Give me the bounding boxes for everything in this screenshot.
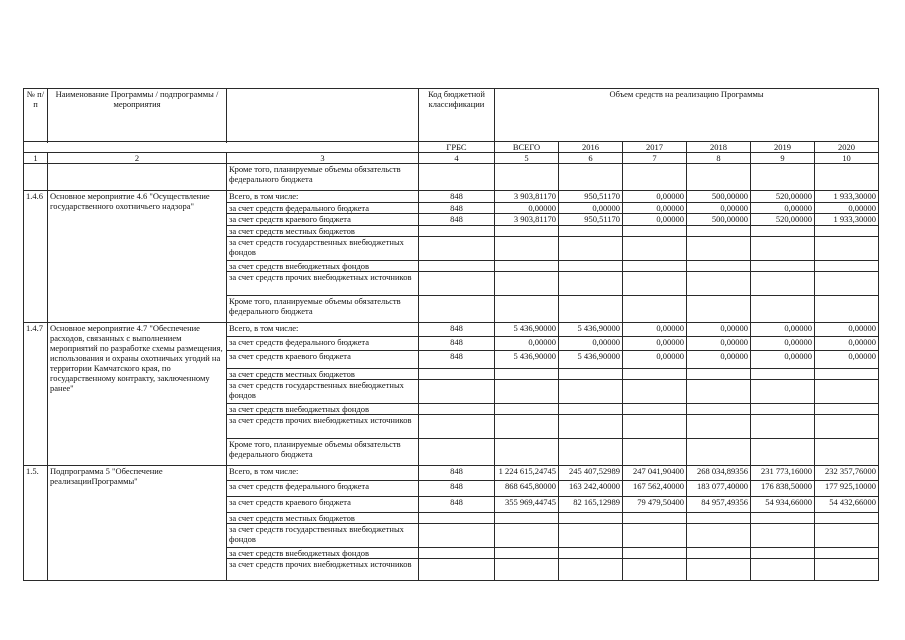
- row-label: за счет средств местных бюджетов: [227, 369, 419, 380]
- index-cell: 6: [559, 153, 623, 164]
- value-cell: 5 436,90000: [495, 351, 559, 369]
- value-cell: 231 773,16000: [751, 466, 815, 481]
- value-cell: 0,00000: [623, 203, 687, 214]
- value-cell: 0,00000: [623, 323, 687, 337]
- value-cell: 0,00000: [751, 351, 815, 369]
- value-cell: 0,00000: [495, 337, 559, 351]
- value-cell: 245 407,52989: [559, 466, 623, 481]
- value-cell: 54 432,66000: [815, 497, 879, 513]
- header-code: Код бюджетной классификации: [419, 89, 495, 142]
- header-2020: 2020: [815, 142, 879, 153]
- value-cell: 500,00000: [687, 214, 751, 226]
- header-2019: 2019: [751, 142, 815, 153]
- value-cell: 0,00000: [559, 337, 623, 351]
- value-cell: 1 933,30000: [815, 214, 879, 226]
- value-cell: 0,00000: [815, 337, 879, 351]
- value-cell: 176 838,50000: [751, 481, 815, 497]
- table-row: [24, 164, 879, 191]
- row-label: за счет средств внебюджетных фондов: [227, 261, 419, 272]
- value-cell: 950,51170: [559, 191, 623, 203]
- value-cell: 0,00000: [751, 337, 815, 351]
- header-name: Наименование Программы / подпрограммы / мероприятия: [48, 89, 227, 142]
- section-name: Подпрограмма 5 "Обеспечение реализацииПрограммы": [48, 466, 227, 581]
- value-cell: 0,00000: [815, 351, 879, 369]
- row-label: за счет средств федерального бюджета: [227, 337, 419, 351]
- header-2016: 2016: [559, 142, 623, 153]
- row-label: за счет средств государственных внебюджетных фондов: [227, 380, 419, 404]
- grbs-cell: 848: [419, 203, 495, 214]
- section-num: 1.5.: [24, 466, 48, 581]
- value-cell: 3 903,81170: [495, 214, 559, 226]
- value-cell: 0,00000: [815, 323, 879, 337]
- value-cell: 3 903,81170: [495, 191, 559, 203]
- row-label: за счет средств внебюджетных фондов: [227, 404, 419, 415]
- value-cell: 0,00000: [815, 203, 879, 214]
- header-volume: Объем средств на реализацию Программы: [495, 89, 879, 142]
- row-label: за счет средств местных бюджетов: [227, 226, 419, 237]
- row-label: Кроме того, планируемые объемы обязательств федерального бюджета: [227, 439, 419, 466]
- row-label: за счет средств внебюджетных фондов: [227, 548, 419, 559]
- header-2018: 2018: [687, 142, 751, 153]
- row-label: за счет средств краевого бюджета: [227, 497, 419, 513]
- table-row: [24, 323, 879, 337]
- value-cell: 0,00000: [495, 203, 559, 214]
- grbs-cell: 848: [419, 323, 495, 337]
- value-cell: 5 436,90000: [559, 323, 623, 337]
- row-label: за счет средств федерального бюджета: [227, 481, 419, 497]
- row-label: Кроме того, планируемые объемы обязательств федерального бюджета: [227, 164, 419, 191]
- grbs-cell: 848: [419, 214, 495, 226]
- value-cell: 232 357,76000: [815, 466, 879, 481]
- index-cell: 8: [687, 153, 751, 164]
- index-cell: 10: [815, 153, 879, 164]
- table-row: [24, 466, 879, 481]
- value-cell: 167 562,40000: [623, 481, 687, 497]
- row-label: за счет средств прочих внебюджетных источников: [227, 272, 419, 296]
- row-label: за счет средств государственных внебюджетных фондов: [227, 524, 419, 548]
- row-label: за счет средств прочих внебюджетных источников: [227, 415, 419, 439]
- row-label: Всего, в том числе:: [227, 466, 419, 481]
- section-num: 1.4.6: [24, 191, 48, 323]
- value-cell: 0,00000: [687, 203, 751, 214]
- value-cell: 868 645,80000: [495, 481, 559, 497]
- value-cell: 5 436,90000: [495, 323, 559, 337]
- index-cell: 2: [48, 153, 227, 164]
- header-num: № п/п: [24, 89, 48, 142]
- row-label: Кроме того, планируемые объемы обязательств федерального бюджета: [227, 296, 419, 323]
- section-name: Основное мероприятие 4.7 "Обеспечение расходов, связанных с выполнением мероприятий по разработке схемы размещения, использования и охраны охотничьих угодий на территории Камчатского края, по государственному контракту, заключенному ранее": [48, 323, 227, 466]
- value-cell: 950,51170: [559, 214, 623, 226]
- index-cell: 3: [227, 153, 419, 164]
- grbs-cell: 848: [419, 497, 495, 513]
- header-row: [24, 89, 879, 142]
- value-cell: 0,00000: [687, 337, 751, 351]
- index-cell: 7: [623, 153, 687, 164]
- row-label: за счет средств прочих внебюджетных источников: [227, 559, 419, 581]
- value-cell: 0,00000: [751, 203, 815, 214]
- row-label: за счет средств краевого бюджета: [227, 214, 419, 226]
- value-cell: 79 479,50400: [623, 497, 687, 513]
- value-cell: 500,00000: [687, 191, 751, 203]
- grbs-cell: 848: [419, 337, 495, 351]
- value-cell: 5 436,90000: [559, 351, 623, 369]
- value-cell: 0,00000: [623, 191, 687, 203]
- header-blank: [227, 89, 419, 142]
- value-cell: 177 925,10000: [815, 481, 879, 497]
- header-grbs: ГРБС: [419, 142, 495, 153]
- section-name: Основное мероприятие 4.6 "Осуществление государственного охотничьего надзора": [48, 191, 227, 323]
- grbs-cell: 848: [419, 481, 495, 497]
- header-2017: 2017: [623, 142, 687, 153]
- grbs-cell: 848: [419, 191, 495, 203]
- row-label: за счет средств федерального бюджета: [227, 203, 419, 214]
- row-label: за счет средств местных бюджетов: [227, 513, 419, 524]
- value-cell: 247 041,90400: [623, 466, 687, 481]
- value-cell: 268 034,89356: [687, 466, 751, 481]
- section-num: 1.4.7: [24, 323, 48, 466]
- value-cell: 0,00000: [559, 203, 623, 214]
- subheader-row: [24, 142, 879, 153]
- value-cell: 0,00000: [687, 351, 751, 369]
- value-cell: 0,00000: [623, 337, 687, 351]
- index-cell: 4: [419, 153, 495, 164]
- header-total: ВСЕГО: [495, 142, 559, 153]
- row-label: за счет средств государственных внебюджетных фондов: [227, 237, 419, 261]
- value-cell: 82 165,12989: [559, 497, 623, 513]
- index-row: [24, 153, 879, 164]
- value-cell: 0,00000: [623, 351, 687, 369]
- index-cell: 5: [495, 153, 559, 164]
- value-cell: 84 957,49356: [687, 497, 751, 513]
- value-cell: 355 969,44745: [495, 497, 559, 513]
- value-cell: 520,00000: [751, 191, 815, 203]
- value-cell: 0,00000: [687, 323, 751, 337]
- grbs-cell: 848: [419, 466, 495, 481]
- budget-table: [23, 88, 879, 581]
- grbs-cell: 848: [419, 351, 495, 369]
- table-row: [24, 191, 879, 203]
- value-cell: 0,00000: [751, 323, 815, 337]
- value-cell: 163 242,40000: [559, 481, 623, 497]
- value-cell: 1 933,30000: [815, 191, 879, 203]
- row-label: Всего, в том числе:: [227, 323, 419, 337]
- index-cell: 9: [751, 153, 815, 164]
- value-cell: 183 077,40000: [687, 481, 751, 497]
- row-label: Всего, в том числе:: [227, 191, 419, 203]
- value-cell: 1 224 615,24745: [495, 466, 559, 481]
- index-cell: 1: [24, 153, 48, 164]
- value-cell: 520,00000: [751, 214, 815, 226]
- row-label: за счет средств краевого бюджета: [227, 351, 419, 369]
- value-cell: 54 934,66000: [751, 497, 815, 513]
- value-cell: 0,00000: [623, 214, 687, 226]
